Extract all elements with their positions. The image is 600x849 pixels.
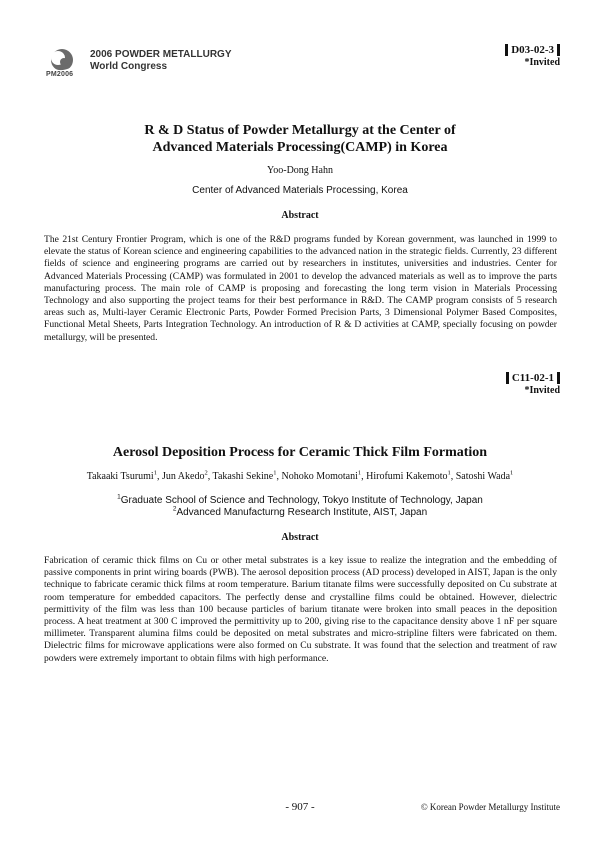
paper2-abstract-heading: Abstract <box>281 532 319 543</box>
paper1-code-box <box>505 44 560 68</box>
paper1-code: D03-02-3 <box>505 44 560 56</box>
logo-text: PM2006 <box>46 71 74 78</box>
paper2-title: Aerosol Deposition Process for Ceramic Thick Film Formation <box>112 445 488 460</box>
paper2-affiliations <box>40 495 560 519</box>
paper2-author-1: Takaaki Tsurumi$^1$ <box>86 469 157 482</box>
page-number: - 907 - <box>285 801 315 813</box>
paper2-abstract: Fabrication of ceramic thick films on Cu or other metal substrates is a key issue to realize the integration and the embedding of passive components in print wiring boards (PWB). The aerosol deposition process (AD process) developed in AIST, Japan is the only technique to fabricate ceramic thick films at room temperature. Barium titanate films were successfully deposited on Cu substrate at room temperature for embedded capacitors. The perfectly dense and crystalline films could be obtained. However, dielectric permittivity of the film was less than 100 because particles of barium titanate were broken into small peaces in the deposition process. A heat treatment at 300 C improved the permittivity up to 200, giving rise to the capacitance density above 1 nF per square millimeter. Transparent alumina films could be deposited on metal substrates and micro-stripline filters were fabricated on them. Dielectric films for microwave applications were also formed on Cu substrate. It was found that the selection and treatment of raw powders were extremely important to obtain films with high performance. <box>44 555 557 664</box>
paper2-author-2: Jun Akedo$^2$ <box>161 469 208 482</box>
paper1-title-line-1: R & D Status of Powder Metallurgy at the Center of <box>144 123 456 138</box>
paper1-abstract: The 21st Century Frontier Program, which is one of the R&D programs funded by Korean government, was launched in 1999 to elevate the status of Korean science and engineering capabilities to the advanced nation in the strategic fields. Currently, 23 different fields of science and engineering programs are carried out by researchers in institutes, universities and industries. Center for Advanced Materials Processing (CAMP) was formulated in 2001 to develop the advanced materials as well as to improve the parts manufacturing process. The main role of CAMP is proposing and forecasting the long term vision in Materials Processing Technology and also supporting the project teams for their best performance in R&D. The CAMP program consists of 5 research areas such as, Multi-layer Ceramic Electronic Parts, Powder Formed Precision Parts, 3 Dimensional Polymer Based Composites, Functional Metal Sheets, Parts Integration Technology. An introduction of R & D activities at CAMP, specially focusing on powder metallurgy, will be presented. <box>44 234 557 343</box>
paper1-author: Yoo-Dong Hahn <box>267 165 333 176</box>
paper1-title-line-2: Advanced Materials Processing(CAMP) in Korea <box>152 140 448 155</box>
paper2-code: C11-02-1 <box>506 372 560 384</box>
paper2-author-3: Takashi Sekine$^1$ <box>212 469 277 482</box>
paper2-author-4: Nohoko Momotani$^1$ <box>281 469 362 482</box>
paper2-affiliation-2: $^2$Advanced Manufacturng Research Institute, AIST, Japan <box>172 505 428 518</box>
congress-name <box>90 49 232 73</box>
paper1-title <box>40 122 560 156</box>
paper2-affiliation-1: $^1$Graduate School of Science and Technology, Tokyo Institute of Technology, Japan <box>117 493 483 506</box>
congress-line-2: World Congress <box>90 61 168 72</box>
paper1-abstract-heading: Abstract <box>281 210 319 221</box>
paper2-author-6: Satoshi Wada$^1$ <box>455 469 514 482</box>
paper1-invited: *Invited <box>524 57 560 68</box>
paper2-invited: *Invited <box>524 385 560 396</box>
congress-line-1: 2006 POWDER METALLURGY <box>90 49 232 60</box>
copyright-notice: © Korean Powder Metallurgy Institute <box>420 802 560 812</box>
paper2-code-box <box>506 372 560 396</box>
paper1-affiliation: Center of Advanced Materials Processing, Korea <box>192 185 408 196</box>
paper2-authors: Takaaki Tsurumi$^1$, Jun Akedo$^2$, Takashi Sekine$^1$, Nohoko Momotani$^1$, Hirofumi Kakemoto$^1$, Satoshi Wada$^1$ <box>86 469 514 482</box>
paper2-author-5: Hirofumi Kakemoto$^1$ <box>366 469 451 482</box>
